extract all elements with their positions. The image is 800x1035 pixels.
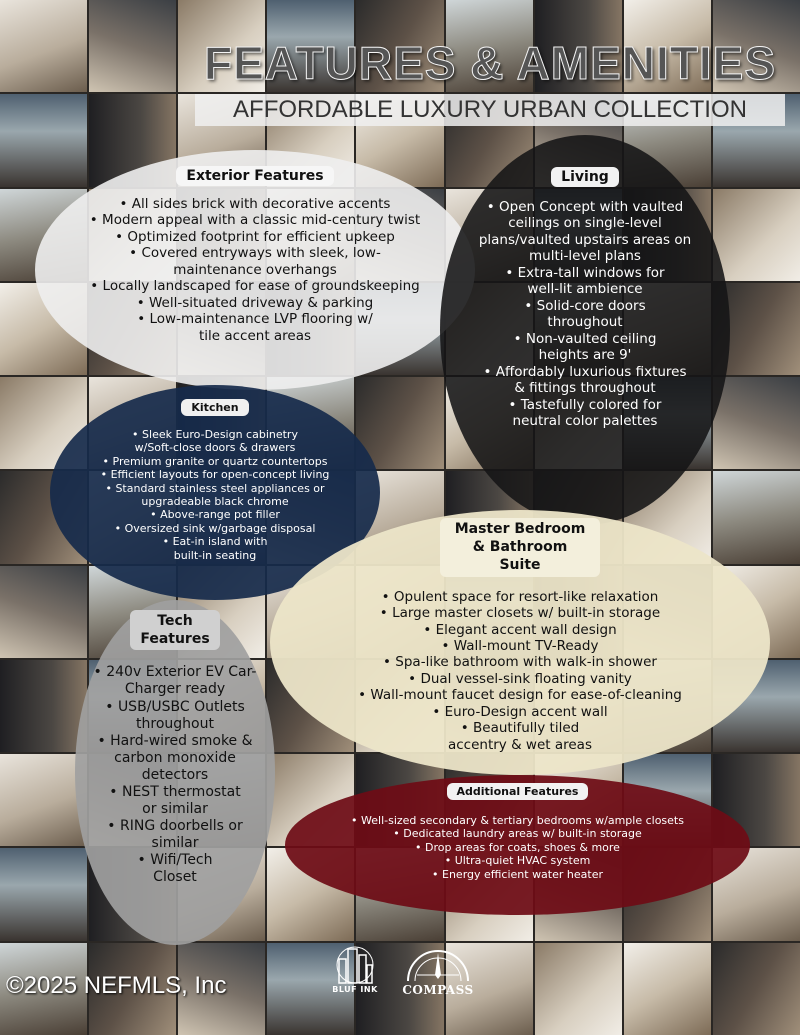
tech-features-heading: Tech Features	[130, 610, 220, 650]
city-skyline-icon	[335, 945, 375, 985]
list-item: • 240v Exterior EV Car-Charger ready	[90, 664, 260, 698]
list-item: • Wall-mount faucet design for ease-of-cleaning	[358, 687, 682, 703]
list-item: • Elegant accent wall design	[358, 622, 682, 638]
list-item: • Drop areas for coats, shoes & more	[351, 841, 684, 854]
list-item: • Optimized footprint for efficient upkeep	[90, 229, 420, 245]
page-title: FEATURES & AMENITIES	[203, 37, 777, 89]
list-item: • Large master closets w/ built-in storage	[358, 605, 682, 621]
list-item: • RING doorbells or similar	[95, 818, 255, 852]
list-item: • Modern appeal with a classic mid-century twist	[90, 212, 420, 228]
compass-rose-icon	[403, 945, 473, 983]
list-item: • Wall-mount TV-Ready	[358, 638, 682, 654]
additional-features-bubble	[285, 775, 750, 915]
list-item: • Covered entryways with sleek, low-maintenance overhangs	[125, 245, 385, 278]
additional-features-heading: Additional Features	[447, 783, 589, 800]
tech-features-bubble	[75, 600, 275, 945]
list-item: • All sides brick with decorative accents	[90, 196, 420, 212]
list-item: • Beautifully tiled accentry & wet areas	[440, 720, 600, 753]
copyright-notice: ©2025 NEFMLS, Inc	[6, 972, 227, 999]
list-item: • Affordably luxurious fixtures & fittings throughout	[478, 364, 693, 397]
bluf-ink-logo	[330, 945, 380, 1005]
living-bubble	[440, 135, 730, 525]
exterior-features-bubble	[35, 150, 475, 390]
list-item: • Energy efficient water heater	[351, 868, 684, 881]
living-list	[478, 199, 693, 430]
exterior-features-list	[90, 196, 420, 344]
master-suite-heading: Master Bedroom & Bathroom Suite	[440, 518, 600, 577]
list-item: • Sleek Euro-Design cabinetry w/Soft-close doors & drawers	[115, 428, 315, 455]
list-item: • Well-sized secondary & tertiary bedrooms w/ample closets	[351, 814, 684, 827]
list-item: • Open Concept with vaulted ceilings on single-level plans/vaulted upstairs areas on multi-level plans	[478, 199, 693, 265]
list-item: • Opulent space for resort-like relaxation	[358, 589, 682, 605]
list-item: • Dual vessel-sink floating vanity	[358, 671, 682, 687]
list-item: • Above-range pot filler	[85, 508, 345, 521]
list-item: • NEST thermostat or similar	[105, 784, 245, 818]
list-item: • Hard-wired smoke & carbon monoxide detectors	[90, 733, 260, 784]
list-item: • Extra-tall windows for well-lit ambience	[495, 265, 675, 298]
kitchen-list	[85, 428, 345, 562]
list-item: • Efficient layouts for open-concept living	[85, 468, 345, 481]
list-item: • Wifi/Tech Closet	[125, 852, 225, 886]
tech-features-list	[90, 664, 260, 886]
list-item: • USB/USBC Outlets throughout	[100, 699, 250, 733]
list-item: • Locally landscaped for ease of groundskeeping	[90, 278, 420, 294]
list-item: • Premium granite or quartz countertops	[85, 455, 345, 468]
compass-logo	[398, 945, 478, 1005]
list-item: • Tastefully colored for neutral color palettes	[505, 397, 665, 430]
list-item: • Eat-in island with built-in seating	[150, 535, 280, 562]
master-suite-list	[358, 589, 682, 754]
list-item: • Low-maintenance LVP flooring w/ tile accent areas	[125, 311, 385, 344]
list-item: • Well-situated driveway & parking	[90, 295, 420, 311]
additional-features-list	[351, 814, 684, 881]
list-item: • Euro-Design accent wall	[358, 704, 682, 720]
kitchen-heading: Kitchen	[181, 399, 248, 416]
bluf-ink-logo-text: BLUF INK	[332, 985, 378, 994]
list-item: • Standard stainless steel appliances or upgradeable black chrome	[85, 482, 345, 509]
compass-logo-text: COMPASS	[402, 983, 474, 997]
list-item: • Oversized sink w/garbage disposal	[85, 522, 345, 535]
list-item: • Non-vaulted ceiling heights are 9'	[500, 331, 670, 364]
living-heading: Living	[551, 167, 619, 187]
list-item: • Solid-core doors throughout	[510, 298, 660, 331]
exterior-features-heading: Exterior Features	[176, 166, 333, 186]
list-item: • Dedicated laundry areas w/ built-in storage	[351, 827, 684, 840]
list-item: • Spa-like bathroom with walk-in shower	[358, 654, 682, 670]
master-suite-bubble	[270, 510, 770, 775]
title-band	[195, 30, 785, 130]
list-item: • Ultra-quiet HVAC system	[351, 854, 684, 867]
page-subtitle: AFFORDABLE LUXURY URBAN COLLECTION	[195, 94, 785, 126]
